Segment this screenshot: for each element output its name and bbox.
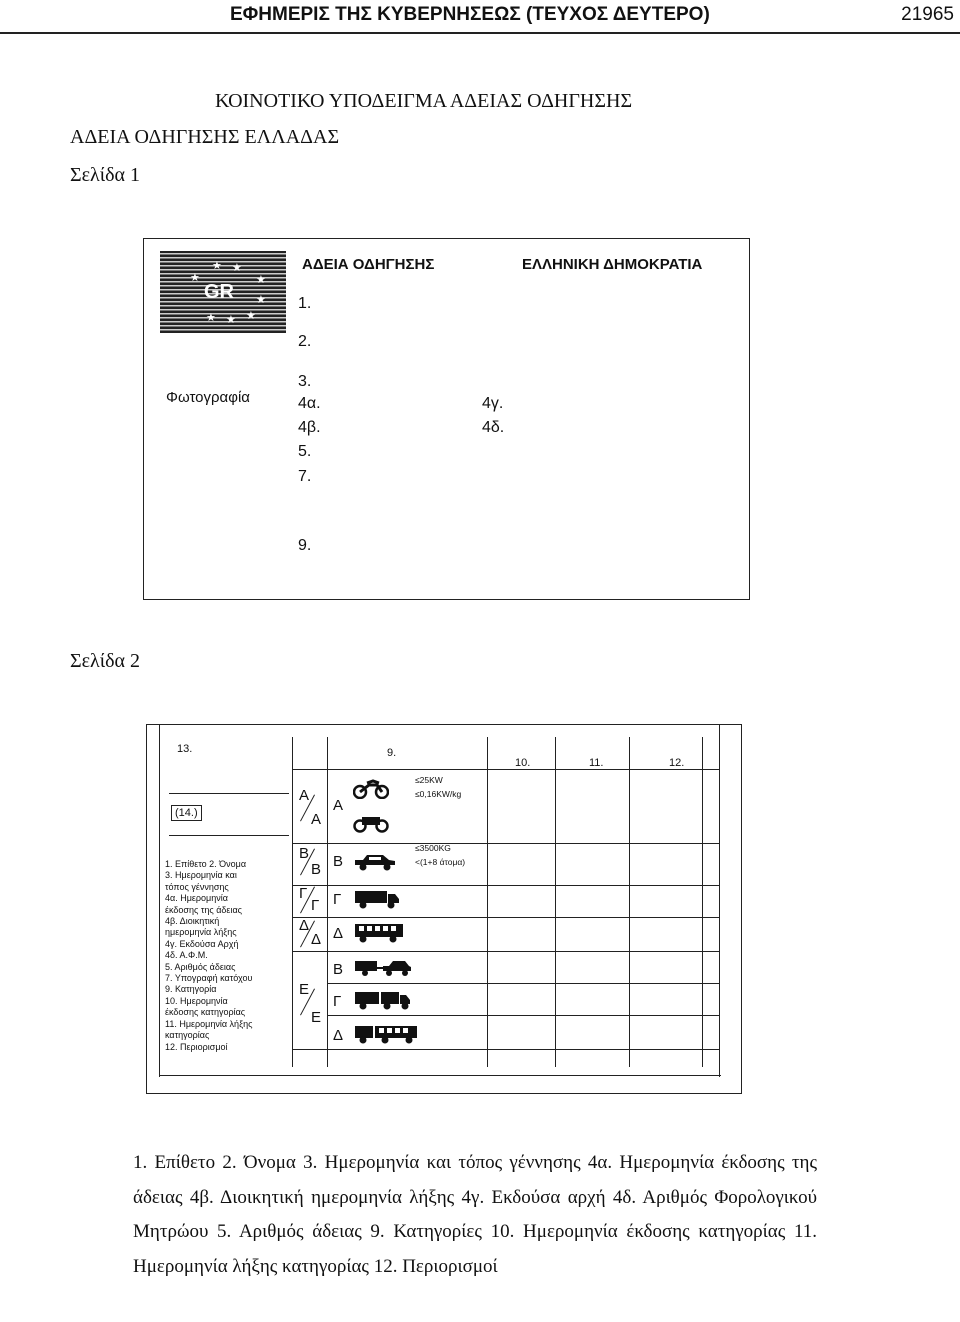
back-legend-line: έκδοσης κατηγορίας <box>165 1007 246 1018</box>
col-divider <box>629 737 630 1067</box>
back-legend-line: έκδοσης της άδειας <box>165 904 242 915</box>
photo-label: Φωτογραφία <box>166 389 250 406</box>
category-A-right: Α <box>333 797 344 814</box>
back-legend-line: 9. Κατηγορία <box>165 984 217 995</box>
field-1: 1. <box>298 295 312 312</box>
bus-trailer-icon <box>353 1023 419 1045</box>
license-card-back <box>146 724 742 1094</box>
truck-trailer-icon <box>353 989 413 1011</box>
row-divider <box>292 951 720 952</box>
field-legend-paragraph: 1. Επίθετο 2. Όνομα 3. Ημερομηνία και τόπος γέννησης 4α. Ημερομηνία έκδοσης της άδειας 4β. Διοικητική ημερομηνία λήξης 4γ. Εκδούσα αρχή 4δ. Αριθμός Φορολογικού Μητρώου 5. Αριθμός άδειας 9. Κατηγορίες 10. Ημερομηνία έκδοσης κατηγορίας 11. Ημερομηνία λήξης κατηγορίας 12. Περιορισμοί <box>133 1152 817 1277</box>
car-trailer-icon <box>353 957 413 977</box>
country-code: GR <box>204 281 234 303</box>
eu-flag-emblem: ★ ★ ★ ★ ★ ★ ★ ★ GR <box>160 251 286 333</box>
inner-right-border <box>719 725 720 1077</box>
category-A-sub: Α <box>311 811 322 828</box>
row-divider <box>292 843 720 844</box>
card-title: ΑΔΕΙΑ ΟΔΗΓΗΣΗΣ <box>302 256 435 273</box>
col-9-header: 9. <box>387 747 397 759</box>
row-divider <box>327 1015 720 1016</box>
spec-motorcycle-ratio: ≤0,16KW/kg <box>415 789 462 799</box>
back-legend-line: 3. Ημερομηνία και <box>165 870 237 881</box>
category-B-sub: Β <box>311 861 322 878</box>
back-legend-line: 1. Επίθετο 2. Όνομα <box>165 859 247 869</box>
col-11-header: 11. <box>589 757 604 769</box>
back-legend-line: ημερομηνία λήξης <box>165 927 237 938</box>
license-card-front <box>143 238 750 600</box>
field-9: 9. <box>298 537 312 554</box>
header-row-divider <box>292 769 720 770</box>
field-4a: 4α. <box>298 395 321 412</box>
field-4c: 4γ. <box>482 395 504 412</box>
document-subtitle: ΑΔΕΙΑ ΟΔΗΓΗΣΗΣ ΕΛΛΑΔΑΣ <box>70 126 340 148</box>
category-EC-right: Γ <box>333 993 342 1010</box>
col-12-header: 12. <box>669 757 685 769</box>
category-D-right: Δ <box>333 925 344 942</box>
row-divider <box>292 1049 720 1050</box>
category-C-sub: Γ <box>311 897 320 914</box>
category-A: Α <box>299 787 310 804</box>
field-4b: 4β. <box>298 419 321 436</box>
page2-label: Σελίδα 2 <box>70 650 141 672</box>
col-10-header: 10. <box>515 757 531 769</box>
spec-car-seats: <(1+8 άτομα) <box>415 857 466 867</box>
category-C-right: Γ <box>333 891 342 908</box>
category-E: Ε <box>299 981 310 998</box>
category-EB-right: Β <box>333 961 344 978</box>
row-divider <box>169 835 289 836</box>
field-7: 7. <box>298 468 312 485</box>
back-legend-line: 4α. Ημερομηνία <box>165 893 228 904</box>
inner-left-border <box>159 725 160 1077</box>
field-5: 5. <box>298 443 312 460</box>
gazette-header-title: ΕΦΗΜΕΡΙΣ ΤΗΣ ΚΥΒΕΡΝΗΣΕΩΣ (ΤΕΥΧΟΣ ΔΕΥΤΕΡΟ) <box>230 4 710 25</box>
category-B: Β <box>299 845 310 862</box>
col-divider <box>702 737 703 1067</box>
light-motorcycle-icon <box>353 813 389 833</box>
inner-bottom-border <box>159 1075 721 1076</box>
back-legend-line: 11. Ημερομηνία λήξης <box>165 1018 253 1029</box>
field-4d: 4δ. <box>482 419 505 436</box>
category-D-sub: Δ <box>311 931 322 948</box>
back-legend-line: 12. Περιορισμοί <box>165 1041 228 1052</box>
card-country: ΕΛΛΗΝΙΚΗ ΔΗΜΟΚΡΑΤΙΑ <box>522 256 703 273</box>
motorcycle-icon <box>353 777 389 799</box>
row-divider <box>292 917 720 918</box>
back-legend-line: 5. Αριθμός άδειας <box>165 961 236 972</box>
spec-car-weight: ≤3500KG <box>415 843 451 853</box>
col-divider <box>487 737 488 1067</box>
back-legend-line: 4γ. Εκδούσα Αρχή <box>165 938 239 949</box>
col-divider <box>292 737 293 1067</box>
car-icon <box>353 853 397 871</box>
category-ED-right: Δ <box>333 1027 344 1044</box>
spec-motorcycle-power: ≤25KW <box>415 775 443 785</box>
back-legend-line: 4δ. Α.Φ.Μ. <box>165 950 208 961</box>
col-divider <box>327 737 328 1067</box>
page1-label: Σελίδα 1 <box>70 164 141 186</box>
field-3: 3. <box>298 373 312 390</box>
bus-icon <box>353 921 405 943</box>
gazette-page-number: 21965 <box>901 4 954 25</box>
back-legend-line: 4β. Διοικητική <box>165 916 220 927</box>
col-divider <box>555 737 556 1067</box>
truck-icon <box>353 889 401 909</box>
category-C: Γ <box>299 885 308 902</box>
back-legend-line: 10. Ημερομηνία <box>165 995 228 1006</box>
field-2: 2. <box>298 333 312 350</box>
back-legend-line: τόπος γέννησης <box>165 881 229 892</box>
back-legend-line: 7. Υπογραφή κατόχου <box>165 973 253 984</box>
back-legend <box>165 859 293 1053</box>
row-divider <box>327 983 720 984</box>
header-divider <box>0 32 960 34</box>
field-14-label: (14.) <box>171 805 202 821</box>
back-legend-line: κατηγορίας <box>165 1030 210 1041</box>
row-divider <box>292 885 720 886</box>
document-title: ΚΟΙΝΟΤΙΚΟ ΥΠΟΔΕΙΓΜΑ ΑΔΕΙΑΣ ΟΔΗΓΗΣΗΣ <box>215 90 633 112</box>
row-divider <box>169 793 289 794</box>
category-B-right: Β <box>333 853 344 870</box>
category-D: Δ <box>299 917 310 934</box>
category-E-sub: Ε <box>311 1009 322 1026</box>
field-13-label: 13. <box>177 743 193 755</box>
